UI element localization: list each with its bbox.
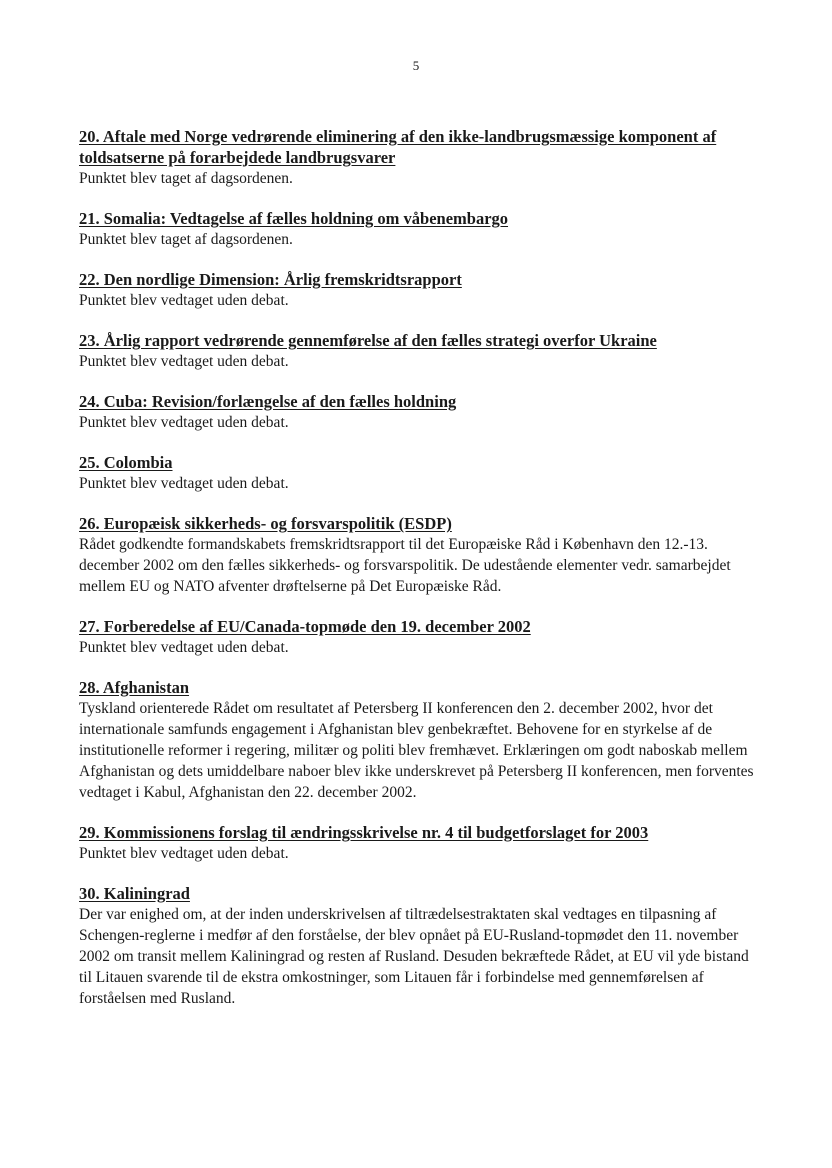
agenda-item-text: Punktet blev taget af dagsordenen.	[79, 231, 293, 248]
agenda-item-heading: 25. Colombia	[79, 453, 173, 472]
agenda-item-22	[79, 269, 759, 311]
agenda-item-heading: 29. Kommissionens forslag til ændringsskrivelse nr. 4 til budgetforslaget for 2003	[79, 823, 649, 842]
agenda-item-24	[79, 391, 759, 433]
agenda-item-25	[79, 452, 759, 494]
agenda-item-text: Tyskland orienterede Rådet om resultatet af Petersberg II konferencen den 2. december 2002, hvor det internationale samfunds engagement i Afghanistan blev genbekræftet. Behovene for en styrkelse af de institutionelle reformer i regering, militær og politi blev fremhævet. Erklæringen om godt naboskab mellem Afghanistan og dets umiddelbare naboer blev ikke underskrevet på Petersberg II konferencen, men forventes vedtaget i Kabul, Afghanistan den 22. december 2002.	[79, 700, 754, 801]
agenda-item-23	[79, 330, 759, 372]
agenda-item-heading: 28. Afghanistan	[79, 678, 190, 697]
agenda-item-text: Punktet blev vedtaget uden debat.	[79, 639, 289, 656]
agenda-item-29	[79, 822, 759, 864]
agenda-item-21	[79, 208, 759, 250]
agenda-item-heading: 30. Kaliningrad	[79, 884, 190, 903]
agenda-items	[79, 126, 759, 1028]
agenda-item-heading: 22. Den nordlige Dimension: Årlig fremskridtsrapport	[79, 270, 462, 289]
agenda-item-text: Punktet blev vedtaget uden debat.	[79, 475, 289, 492]
agenda-item-text: Punktet blev vedtaget uden debat.	[79, 845, 289, 862]
agenda-item-text: Punktet blev taget af dagsordenen.	[79, 170, 293, 187]
agenda-item-text: Der var enighed om, at der inden underskrivelsen af tiltrædelsestraktaten skal vedtages en tilpasning af Schengen-reglerne i medfør af den forståelse, der blev opnået på EU-Rusland-topmødet den 11. november 2002 om transit mellem Kaliningrad og resten af Rusland. Desuden bekræftede Rådet, at EU vil yde bistand til Litauen svarende til de ekstra omkostninger, som Litauen får i forbindelse med gennemførelsen af forståelsen med Rusland.	[79, 906, 749, 1007]
agenda-item-heading: 24. Cuba: Revision/forlængelse af den fælles holdning	[79, 392, 457, 411]
agenda-item-heading: 21. Somalia: Vedtagelse af fælles holdning om våbenembargo	[79, 209, 509, 228]
agenda-item-text: Punktet blev vedtaget uden debat.	[79, 353, 289, 370]
agenda-item-20	[79, 126, 759, 189]
agenda-item-heading: 26. Europæisk sikkerheds- og forsvarspolitik (ESDP)	[79, 514, 452, 533]
agenda-item-text: Punktet blev vedtaget uden debat.	[79, 414, 289, 431]
agenda-item-heading: 20. Aftale med Norge vedrørende eliminering af den ikke-landbrugsmæssige komponent af toldsatserne på forarbejdede landbrugsvarer	[79, 127, 717, 167]
agenda-item-30	[79, 883, 759, 1009]
agenda-item-27	[79, 616, 759, 658]
agenda-item-text: Punktet blev vedtaget uden debat.	[79, 292, 289, 309]
agenda-item-heading: 27. Forberedelse af EU/Canada-topmøde den 19. december 2002	[79, 617, 531, 636]
agenda-item-28	[79, 677, 759, 803]
agenda-item-text: Rådet godkendte formandskabets fremskridtsrapport til det Europæiske Råd i København den 12.-13. december 2002 om den fælles sikkerheds- og forsvarspolitik. De udestående elementer vedr. samarbejdet mellem EU og NATO afventer drøftelserne på Det Europæiske Råd.	[79, 536, 731, 595]
agenda-item-26	[79, 513, 759, 597]
page-number: 5	[412, 58, 420, 73]
agenda-item-heading: 23. Årlig rapport vedrørende gennemførelse af den fælles strategi overfor Ukraine	[79, 331, 657, 350]
